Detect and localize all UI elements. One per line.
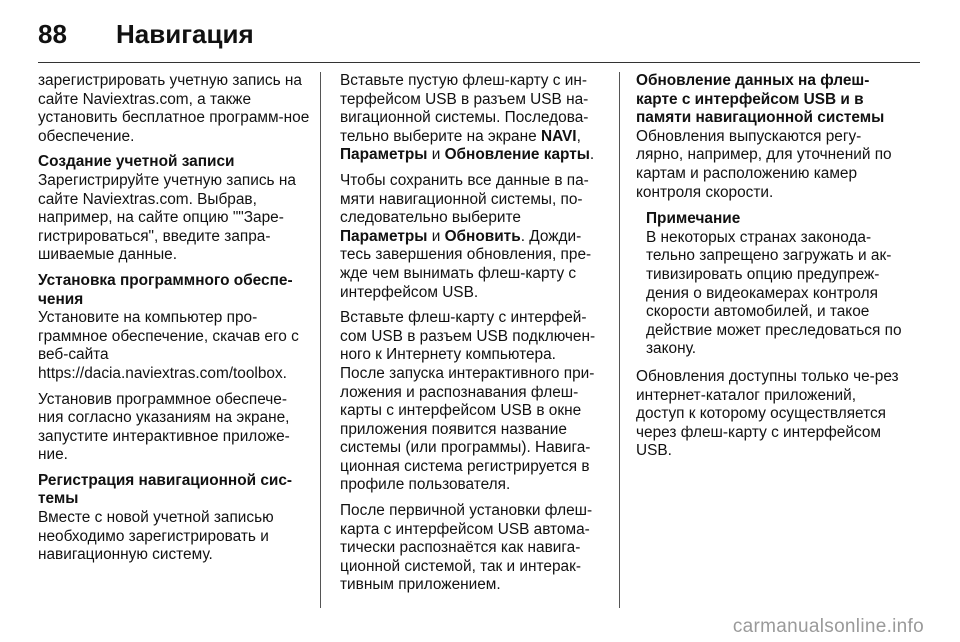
section-text-register-system: Вместе с новой учетной записью необходимо зарегистрировать и навигационную систему. <box>38 509 274 564</box>
note-heading: Примечание <box>646 210 741 228</box>
text-run: Вставьте пустую флеш-карту с ин-терфейсом USB в разъем USB на-вигационной системы. Последова-тельно выберите на экране <box>340 72 589 145</box>
menu-term-navi: NAVI <box>540 127 577 145</box>
paragraph-insert-usb <box>340 72 604 165</box>
section-heading-create-account: Создание учетной записи <box>38 153 235 171</box>
column-2 <box>340 72 604 602</box>
section-heading-update-data: Обновление данных на флеш-карте с интерфейсом USB и в памяти навигационной системы <box>636 72 885 127</box>
menu-term-parameters: Параметры <box>340 146 428 164</box>
paragraph-save-data <box>340 172 604 302</box>
page-header <box>38 14 254 54</box>
paragraph-updates-released: Обновления выпускаются регу-лярно, например, для уточнений по картам и расположению камер контроля скорости. <box>636 127 892 201</box>
intro-paragraph: зарегистрировать учетную запись на сайте Naviextras.com, а также установить бесплатное программ-ное обеспечение. <box>38 72 310 145</box>
section-heading-install-software: Установка программного обеспе-чения <box>38 271 293 308</box>
menu-term-parameters-2: Параметры <box>340 227 428 245</box>
text-run: и <box>427 227 445 245</box>
text-run: Чтобы сохранить все данные в па-мяти навигационной системы, по-следовательно выберите <box>340 171 589 227</box>
column-3 <box>636 72 906 468</box>
page-number: 88 <box>38 18 67 49</box>
text-run: , <box>576 127 581 145</box>
column-divider-1 <box>320 72 321 608</box>
column-divider-2 <box>619 72 620 608</box>
paragraph-connect-computer: Вставьте флеш-карту с интерфей-сом USB в разъем USB подключен-ного к Интернету компьютера. После запуска интерактивного при-ложения и распознавания флеш-карты с интерфейсом USB в окне приложения появится название системы (или программы). Навига-ционная система регистрируется в профиле пользователя. <box>340 309 596 494</box>
header-divider <box>38 62 920 63</box>
section-text-install-software: Установите на компьютер про-граммное обеспечение, скачав его с веб-сайта https://dacia.naviextras.com/toolbox. <box>38 309 299 382</box>
section-text-launch-app: Установив программное обеспече-ния согласно указаниям на экране, запустите интерактивное приложе-ние. <box>38 390 290 464</box>
menu-term-update-maps: Обновление карты <box>444 146 590 164</box>
page-title: Навигация <box>116 18 254 49</box>
section-text-create-account: Зарегистрируйте учетную запись на сайте Naviextras.com. Выбрав, например, на сайте опцию ""Заре-гистрироваться", введите запра-шиваемые данные. <box>38 171 296 264</box>
paragraph-updates-available: Обновления доступны только че-рез интернет-каталог приложений, доступ к которому осуществляется через флеш-карту с интерфейсом USB. <box>636 367 899 460</box>
menu-term-update: Обновить <box>444 227 521 245</box>
note-block <box>646 210 906 359</box>
paragraph-first-install: После первичной установки флеш-карта с интерфейсом USB автома-тически распознаётся как навига-ционной системой, так и интерак-тивным приложением. <box>340 502 593 594</box>
text-run: . <box>589 146 595 164</box>
watermark: carmanualsonline.info <box>732 616 924 637</box>
column-1 <box>38 72 310 572</box>
note-text: В некоторых странах законода-тельно запрещено загружать и ак-тивизировать опцию предупреж-дения о видеокамерах контроля скорости автомобилей, и такое действие может преследоваться по закону. <box>646 228 902 358</box>
text-run: . Дожди-тесь завершения обновления, пре-жде чем вынимать флеш-карту с интерфейсом USB. <box>340 227 592 301</box>
text-run: и <box>427 146 445 164</box>
section-heading-register-system: Регистрация навигационной сис-темы <box>38 471 293 508</box>
